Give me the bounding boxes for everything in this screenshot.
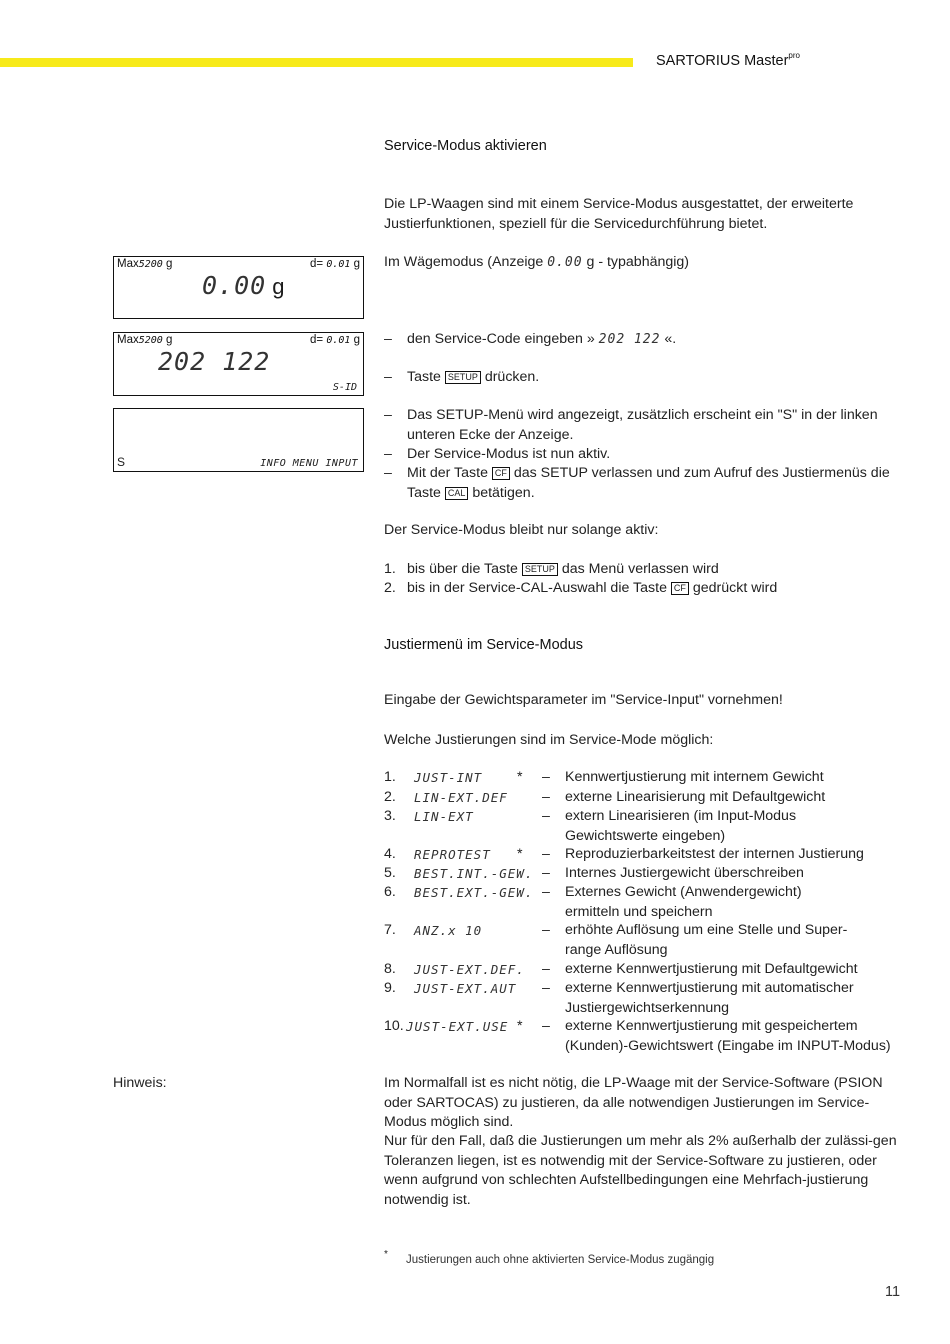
adjustments-intro: Welche Justierungen sind im Service-Mode möglich: [384,732,714,748]
note-paragraph-2: Nur für den Fall, daß die Justierungen um mehr als 2% außerhalb der zulässi-gen Toleranzen liegen, ist es notwendig mit der Service-Software zu justieren, oder wenn aufgrund von schlechten Aufstellbedingungen eine Mehrfach-justierung notwendig ist. [384,1133,897,1208]
condition-1: 1. bis über die Taste SETUP das Menü verlassen wird [384,561,719,577]
footnote-mark: * [384,1249,388,1260]
weighing-mode-paragraph: Im Wägemodus (Anzeige 0.00 g - typabhängig) [384,254,690,270]
brand-title: SARTORIUS Master$^{pro}$ [656,51,800,69]
cf-key-icon: CF [492,467,510,480]
active-intro: Der Service-Modus bleibt nur solange aktiv: [384,522,659,538]
page-number: 11 [885,1284,901,1300]
condition-2: 2. bis in der Service-CAL-Auswahl die Taste CF gedrückt wird [384,580,778,596]
display-service-code [113,332,364,396]
step-leave-setup: – Mit der Taste CF das SETUP verlassen und zum Aufruf des Justiermenüs die Taste CAL betätigen. [384,465,890,501]
cf-key-icon: CF [671,582,689,595]
cal-key-icon: CAL [445,487,469,500]
step-enter-code: – den Service-Code eingeben » 202 122 «. [384,331,677,347]
input-paragraph: Eingabe der Gewichtsparameter im "Service-Input" vornehmen! [384,692,783,708]
display-corner-text: S-ID [332,382,357,393]
step-press-setup: – Taste SETUP drücken. [384,369,540,385]
display-weighing-mode [113,256,364,319]
note-label: Hinweis: [113,1075,167,1091]
section-heading-adjust-menu: Justiermenü im Service-Modus [384,637,584,653]
intro-paragraph: Die LP-Waagen sind mit einem Service-Modus ausgestattet, der erweiterte Justierfunktionen, speziell für die Servicedurchführung bietet. [384,196,854,232]
setup-key-icon: SETUP [522,563,558,576]
section-heading-service-mode: Service-Modus aktivieren [384,138,547,154]
display-max-label: Max5200 g [117,334,173,346]
display-menu-text: INFO MENU INPUT [260,458,358,469]
display-d-label: d= 0.01 g [310,258,360,270]
display-service-indicator: S [117,455,126,469]
display-max-label: Max5200 g [117,258,173,270]
step-service-active: – Der Service-Modus ist nun aktiv. [384,446,611,462]
step-setup-menu-shown: – Das SETUP-Menü wird angezeigt, zusätzlich erscheint ein "S" in der linken unteren Ecke der Anzeige. [384,407,878,443]
setup-key-icon: SETUP [445,371,481,384]
header-accent-bar [0,58,633,67]
display-d-label: d= 0.01 g [310,334,360,346]
display-setup-menu [113,408,364,472]
display-main-reading: 0.00 g [202,271,285,300]
footnote-text: Justierungen auch ohne aktivierten Service-Modus zugängig [406,1254,715,1266]
display-code-reading: 202 122 [158,347,271,376]
note-paragraph-1: Im Normalfall ist es nicht nötig, die LP-Waage mit der Service-Software (PSION oder SARTOCAS) zu justieren, da alle notwendigen Justierungen im Service-Modus möglich sind. [384,1075,883,1130]
